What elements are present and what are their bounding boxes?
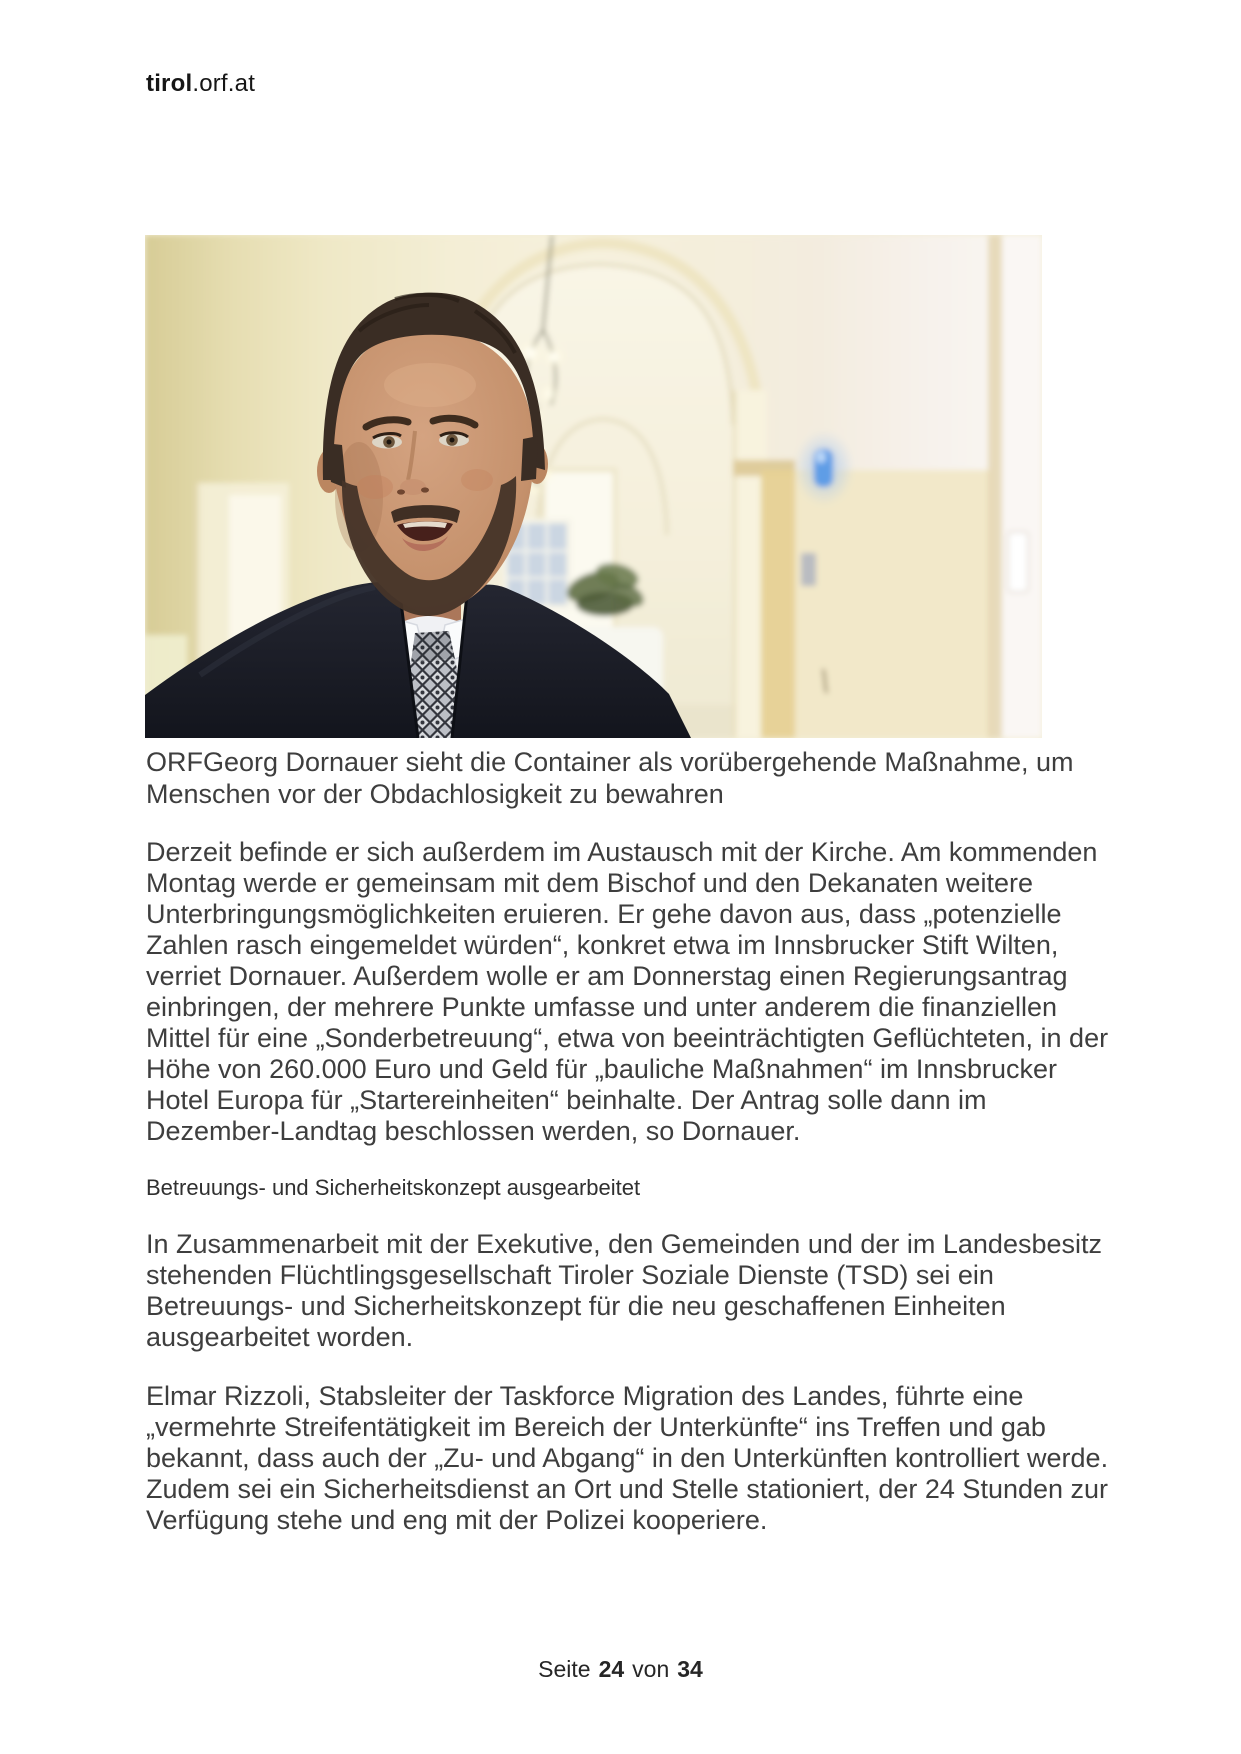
footer-total-pages: 34 bbox=[677, 1656, 703, 1682]
far-right-door-frame bbox=[1002, 235, 1042, 738]
site-brand-bold: tirol bbox=[146, 70, 193, 97]
sideburn-right bbox=[521, 436, 538, 481]
site-brand bbox=[146, 72, 255, 96]
section-subheading: Betreuungs- und Sicherheitskonzept ausgearbeitet bbox=[146, 1175, 641, 1200]
footer-separator: von bbox=[632, 1656, 670, 1682]
nostril-right bbox=[421, 487, 429, 492]
cheek-left bbox=[357, 475, 393, 499]
paragraph-3: Elmar Rizzoli, Stabsleiter der Taskforce Migration des Landes, führte eine „vermehrte Streifentätigkeit im Bereich der Unterkünfte“ ins Treffen und gab bekannt, dass auch der „Zu- und Abgang“ in den Unterkünften kontrolliert werde. Zudem sei ein Sicherheitsdienst an Ort und Stelle stationiert, der 24 Stunden zur Verfügung stehe und eng mit der Polizei kooperiere. bbox=[146, 1381, 1109, 1535]
forehead-highlight bbox=[384, 363, 476, 407]
photo-caption: ORFGeorg Dornauer sieht die Container als vorübergehende Maßnahme, um Menschen vor der Obdachlosigkeit zu bewahren bbox=[146, 747, 1074, 809]
article-body bbox=[146, 746, 1118, 1564]
paragraph-2: In Zusammenarbeit mit der Exekutive, den Gemeinden und der im Landesbesitz stehenden Flüchtlingsgesellschaft Tiroler Soziale Dienste (TSD) sei ein Betreuungs- und Sicherheitskonzept für die neu geschaffenen Einheiten ausgearbeitet worden. bbox=[146, 1229, 1102, 1352]
article-photo bbox=[145, 235, 1042, 738]
wall-corner-shadow bbox=[988, 235, 1004, 738]
cheek-right bbox=[461, 469, 493, 491]
footer-page-prefix: Seite bbox=[538, 1656, 591, 1682]
nostril-left bbox=[397, 489, 405, 494]
light-switch-panel bbox=[1008, 532, 1028, 592]
right-door-frame bbox=[761, 470, 795, 738]
page-footer bbox=[0, 1656, 1241, 1683]
site-brand-rest: .orf.at bbox=[192, 70, 256, 97]
blue-wall-sign bbox=[794, 430, 854, 506]
door-nameplate bbox=[801, 553, 816, 586]
interview-photo-illustration bbox=[145, 235, 1042, 738]
paragraph-1: Derzeit befinde er sich außerdem im Austausch mit der Kirche. Am kommenden Montag werde er gemeinsam mit dem Bischof und den Dekanaten weitere Unterbringungsmöglichkeiten eruieren. Er gehe davon aus, dass „potenzielle Zahlen rasch eingemeldet würden“, konkret etwa im Innsbrucker Stift Wilten, verriet Dornauer. Außerdem wolle er am Donnerstag einen Regierungsantrag einbringen, der mehrere Punkte umfasse und unter anderem die finanziellen Mittel für eine „Sonderbetreuung“, etwa von beeinträchtigten Geflüchteten, in der Höhe von 260.000 Euro und Geld für „bauliche Maßnahmen“ im Innsbrucker Hotel Europa für „Startereinheiten“ beinhalte. Der Antrag solle dann im Dezember-Landtag beschlossen werden, so Dornauer. bbox=[146, 837, 1109, 1146]
right-wall-door bbox=[795, 470, 991, 738]
footer-current-page: 24 bbox=[598, 1656, 625, 1682]
